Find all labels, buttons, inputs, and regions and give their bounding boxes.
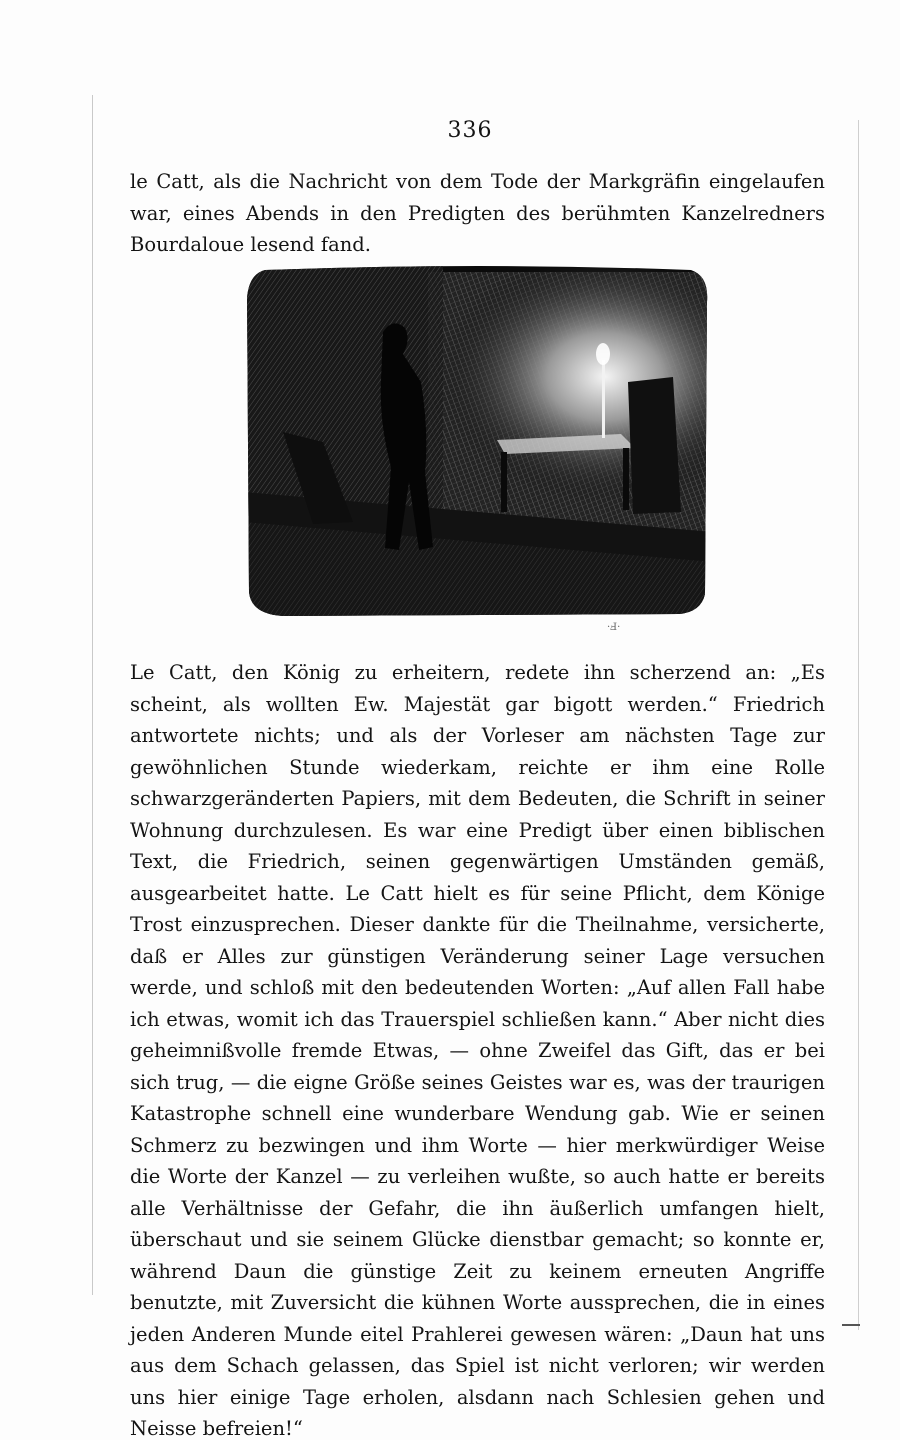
top-paragraph-block <box>130 166 825 261</box>
candle-flame <box>596 343 610 365</box>
engraver-signature: ·Ⅎ· <box>607 622 621 633</box>
engraving-scene <box>243 262 713 620</box>
scan-margin-left <box>92 95 93 1295</box>
engraving-illustration <box>243 262 713 620</box>
bottom-paragraph-block <box>130 657 825 1445</box>
page-number: 336 <box>447 118 493 143</box>
armchair-silhouette <box>628 377 681 514</box>
scan-margin-tick <box>842 1324 860 1326</box>
scan-margin-right <box>858 120 859 1330</box>
top-paragraph: le Catt, als die Nachricht von dem Tode der Markgräfin eingelaufen war, eines Abends in den Predigten des berühmten Kanzelredners Bourdaloue lesend fand. <box>130 170 825 256</box>
candle <box>602 360 605 438</box>
bottom-paragraph: Le Catt, den König zu erheitern, redete ihn scherzend an: „Es scheint, als wollten Ew. Majestät gar bigott werden.“ Friedrich antwortete nichts; und als der Vorleser am nächsten Tage zur gewöhnlichen Stunde wiederkam, reichte er ihm eine Rolle schwarzgeränderten Papiers, mit dem Bedeuten, die Schrift in seiner Wohnung durchzulesen. Es war eine Predigt über einen biblischen Text, die Friedrich, seinen gegenwärtigen Umständen gemäß, ausgearbeitet hatte. Le Catt hielt es für seine Pflicht, dem Könige Trost einzusprechen. Dieser dankte für die Theilnahme, versicherte, daß er Alles zur günstigen Veränderung seiner Lage versuchen werde, und schloß mit den bedeutenden Worten: „Auf allen Fall habe ich etwas, womit ich das Trauerspiel schließen kann.“ Aber nicht dies geheimnißvolle fremde Etwas, — ohne Zweifel das Gift, das er bei sich trug, — die eigne Größe seines Geistes war es, was der traurigen Katastrophe schnell eine wunderbare Wendung gab. Wie er seinen Schmerz zu bezwingen und ihm Worte — hier merkwürdiger Weise die Worte der Kanzel — zu verleihen wußte, so auch hatte er bereits alle Verhältnisse der Gefahr, die ihn äußerlich umfangen hielt, überschaut und sie seinem Glücke dienstbar gemacht; so konnte er, während Daun die günstige Zeit zu keinem erneuten Angriffe benutzte, mit Zuversicht die kühnen Worte aussprechen, die in eines jeden Anderen Munde eitel Prahlerei gewesen wären: „Daun hat uns aus dem Schach gelassen, das Spiel ist nicht verloren; wir werden uns hier einige Tage erholen, alsdann nach Schlesien gehen und Neisse befreien!“ <box>130 661 825 1440</box>
